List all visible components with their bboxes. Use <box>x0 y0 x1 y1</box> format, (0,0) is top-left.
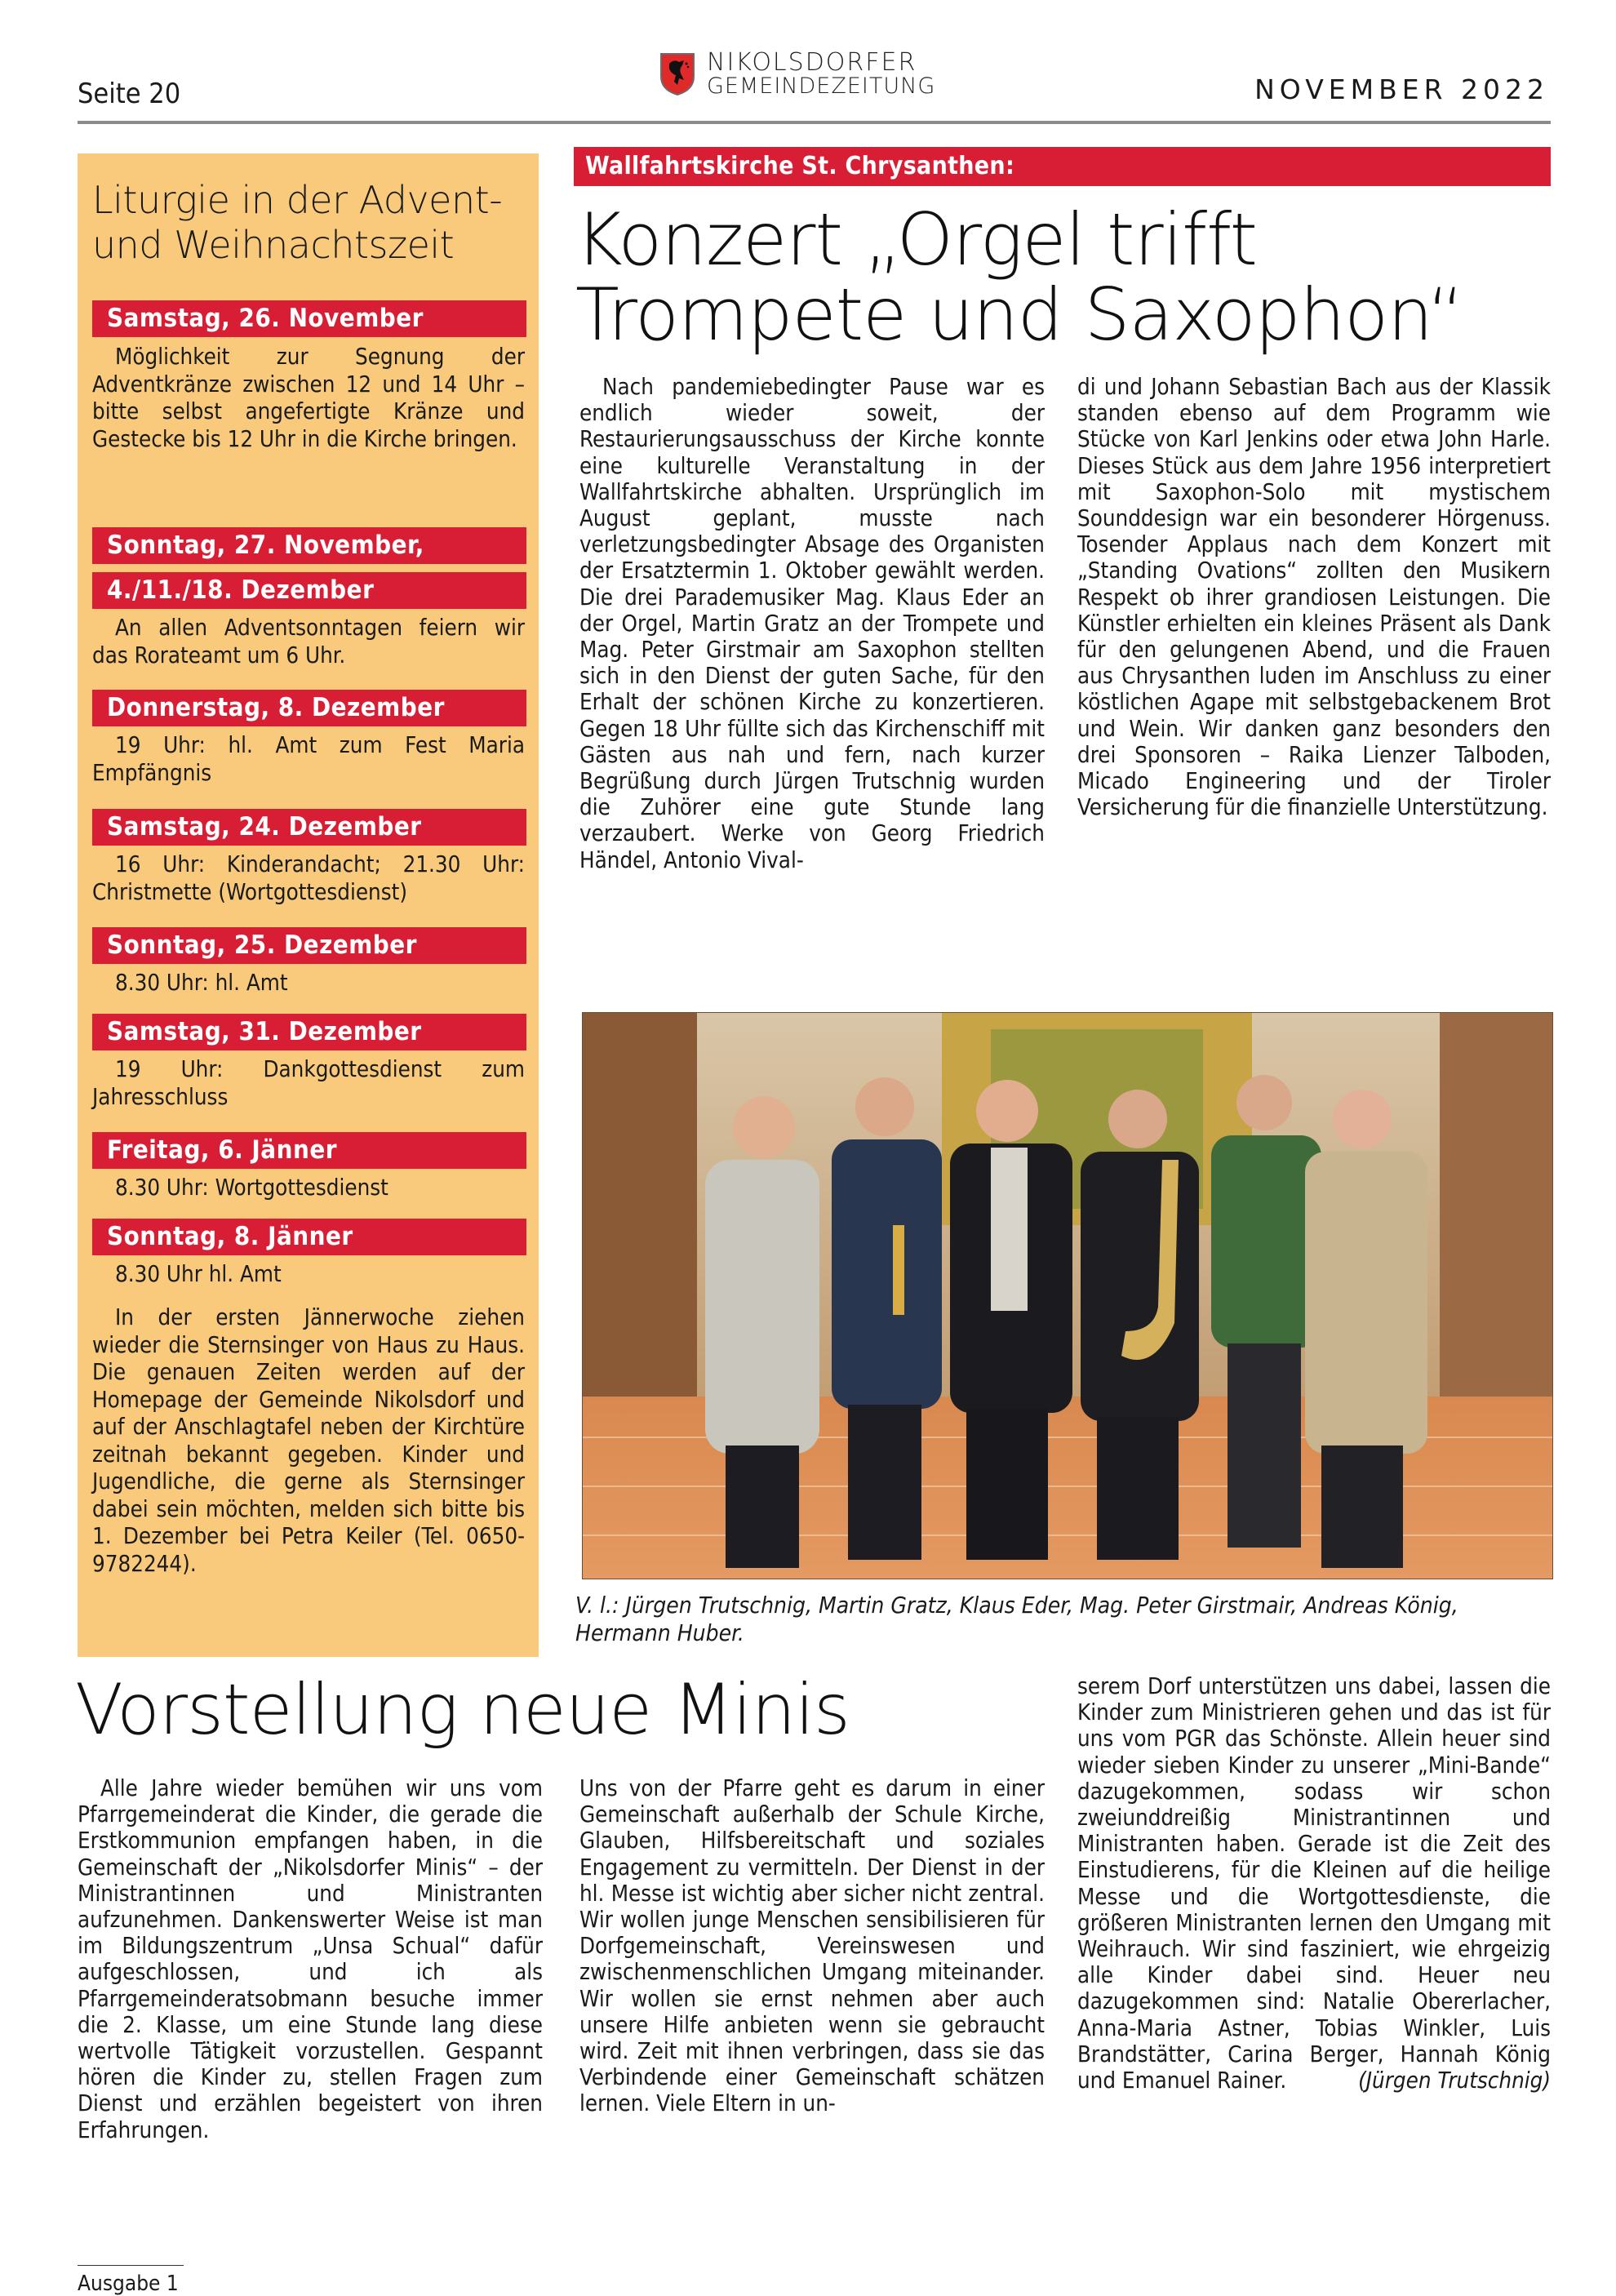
date-description: An allen Adventsonntagen feiern wir das Rorateamt um 6 Uhr. <box>92 615 525 668</box>
date-description: 8.30 Uhr hl. Amt <box>115 1261 282 1287</box>
sternsinger-notice: In der ersten Jännerwoche ziehen wieder die Sternsinger von Haus zu Haus. Die genauen Zeiten werden auf der Homepage der Gemeinde Nikolsdorf und auf der Anschlagtafel neben der Kirchtüre zeitnah bekannt gegeben. Kinder und Jugendliche, die gerne als Sternsinger dabei sein möchten, melden sich bitte bis 1. Dezember bei Petra Keiler (Tel. 0650-9782244). <box>92 1304 525 1577</box>
date-bar: Sonntag, 8. Jänner <box>92 1219 526 1255</box>
article-title <box>575 198 1555 357</box>
article-column-1: Nach pandemiebedingter Pause war es endlich wieder soweit, der Restaurierungsausschuss der Kirche konnte eine kulturelle Veranstaltung in der Wallfahrtskirche abhalten. Ursprünglich im August geplant, musste nach verletzungsbedingter Absage des Organisten der Ersatztermin 1. Oktober gewählt werden. Die drei Parademusiker Mag. Klaus Eder an der Orgel, Martin Gratz an der Trompete und Mag. Peter Girstmair am Saxophon stellten sich in den Dienst der guten Sache, für den Erhalt der schönen Kirche zu konzertieren. Gegen 18 Uhr füllte sich das Kirchenschiff mit Gästen aus nah und fern, nach kurzer Begrüßung durch Jürgen Trutschnig wurden die Zuhörer eine gute Stunde lang verzaubert. Werke von Georg Friedrich Händel, Antonio Vival- <box>579 374 1045 873</box>
date-bar: Samstag, 26. November <box>92 300 526 337</box>
issue-date: NOVEMBER 2022 <box>1254 73 1549 105</box>
date-bar: Freitag, 6. Jänner <box>92 1132 526 1169</box>
page-number: Seite 20 <box>78 78 181 110</box>
minis-column-3: serem Dorf unterstützen uns dabei, lassen die Kinder zum Ministrieren gehen und das ist für uns vom PGR das Schönste. Allein heuer sind wieder sieben Kinder zu unserer „Mini-Bande“ dazugekommen, sodass wir schon zweiunddreißig Ministrantinnen und Ministranten haben. Gerade ist die Zeit des Einstudierens, für die Kleinen auf die heilige Messe und die Wortgottesdienste, die größeren Ministranten lernen den Umgang mit Weihrauch. Wir sind fasziniert, wie ehrgeizig alle Kinder dabei sind. Heuer neu dazugekommen sind: Natalie Obererlacher, Anna-Maria Astner, Tobias Winkler, Luis Brandstätter, Carina Berger, Hannah König und Emanuel Rainer. (Jürgen Trutschnig) <box>1077 1673 1551 2094</box>
publication-name-line2: GEMEINDEZEITUNG <box>707 73 936 99</box>
footer-divider <box>78 2265 184 2266</box>
sidebar-title: Liturgie in der Advent- und Weihnachtszeit <box>92 178 503 267</box>
article-author: (Jürgen Trutschnig) <box>1358 2067 1551 2094</box>
date-bar: Sonntag, 25. Dezember <box>92 927 526 964</box>
article-column-2: di und Johann Sebastian Bach aus der Klassik standen ebenso auf dem Programm wie Stücke von Karl Jenkins oder etwa John Harle. Dieses Stück aus dem Jahre 1956 interpretiert mit Saxophon-Solo mit mystischem Sounddesign war ein besonderer Hörgenuss. Tosender Applaus nach dem Konzert mit „Standing Ovations“ zollten den Musikern Respekt ob ihrer grandiosen Leistungen. Die Künstler erhielten ein kleines Präsent als Dank für den gelungenen Abend, und die Frauen aus Chrysanthen luden im Anschluss zu einer köstlichen Agape mit selbstgebackenem Brot und Wein. Wir danken ganz besonders den drei Sponsoren – Raika Lienzer Talboden, Micado Engineering und der Tiroler Versicherung für die finanzielle Unterstützung. <box>1077 374 1551 821</box>
date-description: 8.30 Uhr: Wortgottesdienst <box>115 1175 388 1201</box>
date-bar: Sonntag, 27. November, <box>92 527 526 564</box>
date-description: Möglichkeit zur Segnung der Adventkränze zwischen 12 und 14 Uhr – bitte selbst angefertigte Kränze und Gestecke bis 12 Uhr in die Kirche bringen. <box>92 344 525 452</box>
photo-caption: V. l.: Jürgen Trutschnig, Martin Gratz, Klaus Eder, Mag. Peter Girstmair, Andreas König, Hermann Huber. <box>575 1592 1458 1646</box>
liturgy-sidebar <box>78 153 539 1657</box>
publication-name <box>707 48 936 99</box>
date-description: 16 Uhr: Kinderandacht; 21.30 Uhr: Christmette (Wortgottesdienst) <box>92 851 525 905</box>
date-bar: Samstag, 24. Dezember <box>92 809 526 846</box>
date-description: 19 Uhr: hl. Amt zum Fest Maria Empfängnis <box>92 732 525 786</box>
coat-of-arms-shield-icon <box>659 52 695 96</box>
header-divider <box>78 121 1551 124</box>
article-title-line1: Konzert „Orgel trifft <box>575 198 1258 282</box>
article-title-line2: Trompete und Saxophon“ <box>575 273 1464 357</box>
group-photo-image <box>583 1013 1553 1579</box>
publication-logo <box>659 48 936 99</box>
concert-group-photo <box>582 1012 1553 1579</box>
minis-column-1: Alle Jahre wieder bemühen wir uns vom Pfarrgemeinderat die Kinder, die gerade die Erstkommunion empfangen haben, in die Gemeinschaft der „Nikolsdorfer Minis“ – der Ministrantinnen und Ministranten aufzunehmen. Dankenswerter Weise ist man im Bildungszentrum „Unsa Schual“ dafür aufgeschlossen, und ich als Pfarrgemeinderatsobmann besuche immer die 2. Klasse, um eine Stunde lang diese wertvolle Tätigkeit vorzustellen. Gespannt hören die Kinder zu, stellen Fragen zum Dienst und erzählen begeistert von ihren Erfahrungen. <box>78 1775 543 2143</box>
minis-article-title: Vorstellung neue Minis <box>75 1669 850 1751</box>
date-bar: Samstag, 31. Dezember <box>92 1014 526 1050</box>
date-bar: 4./11./18. Dezember <box>92 572 526 609</box>
issue-label: Ausgabe 1 <box>78 2272 179 2296</box>
date-description: 8.30 Uhr: hl. Amt <box>115 970 288 996</box>
article-kicker: Wallfahrtskirche St. Chrysanthen: <box>574 147 1551 186</box>
publication-name-line1: NIKOLSDORFER <box>707 48 917 77</box>
date-bar: Donnerstag, 8. Dezember <box>92 690 526 726</box>
minis-column-2: Uns von der Pfarre geht es darum in einer Gemeinschaft außerhalb der Schule Kirche, Glauben, Hilfsbereitschaft und soziales Engagement zu vermitteln. Der Dienst in der hl. Messe ist wichtig aber sicher nicht zentral. Wir wollen junge Menschen sensibilisieren für Dorfgemeinschaft, Vereinswesen und zwischenmenschlichen Umgang miteinander. Wir wollen sie ernst nehmen aber auch unsere Hilfe anbieten wenn sie gebraucht wird. Zeit mit ihnen verbringen, dass sie das Verbindende einer Gemeinschaft schätzen lernen. Viele Eltern in un- <box>579 1775 1045 2117</box>
date-description: 19 Uhr: Dankgottesdienst zum Jahresschluss <box>92 1056 525 1110</box>
